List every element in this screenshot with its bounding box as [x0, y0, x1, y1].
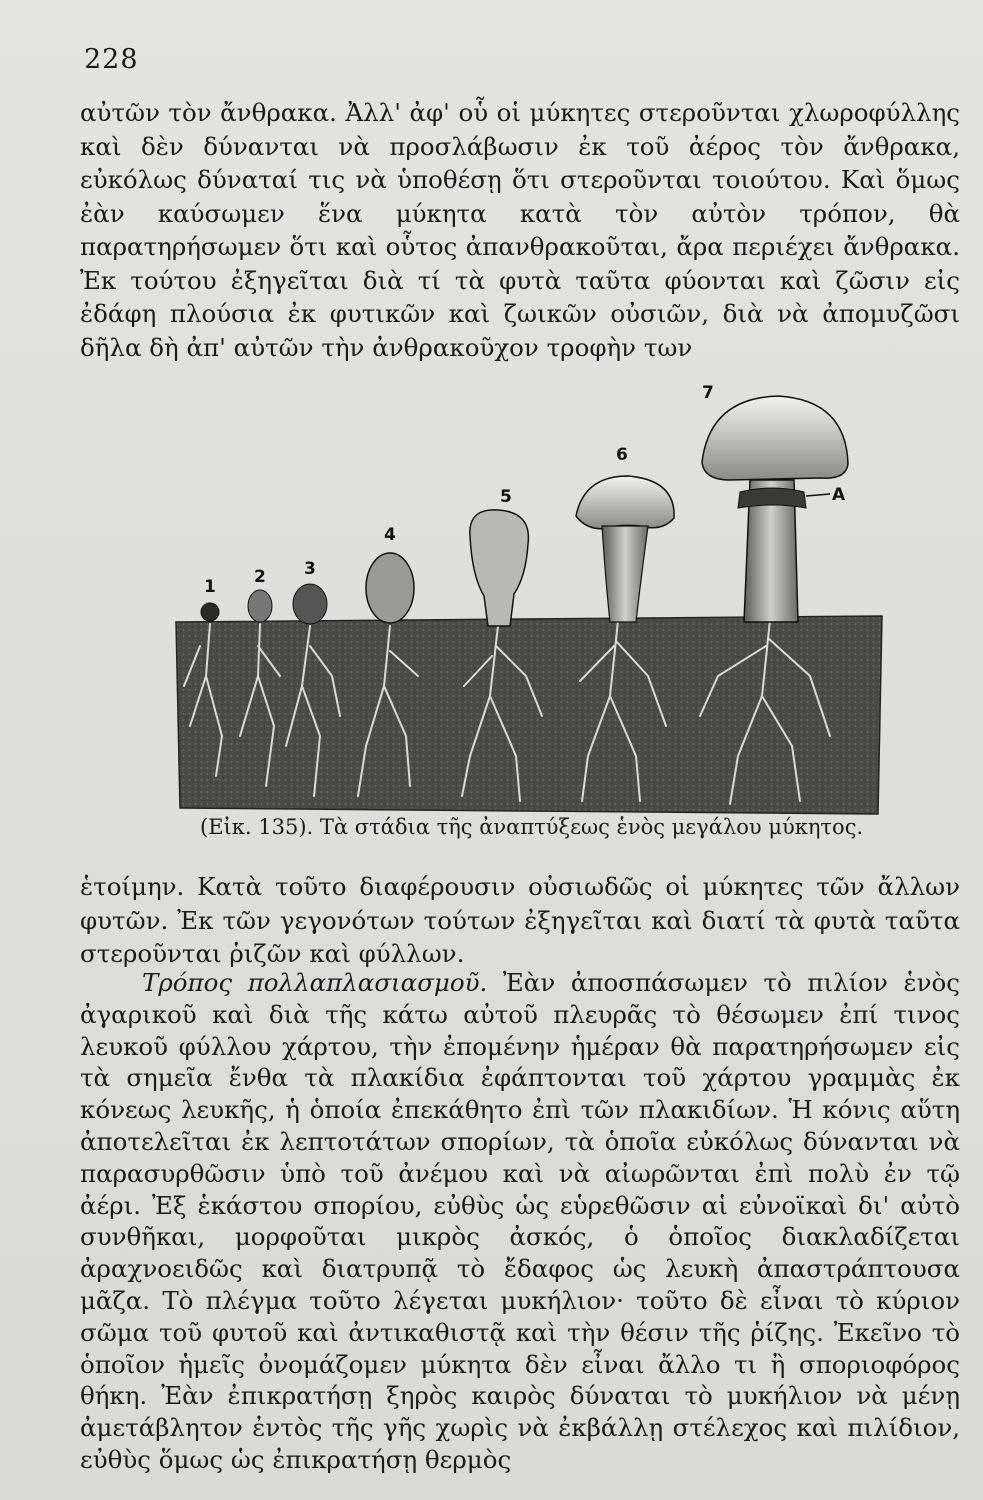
- stage-label-2: 2: [254, 567, 266, 587]
- stage-2-button: [248, 590, 272, 622]
- stage-label-1: 1: [204, 577, 216, 597]
- stage-label-3: 3: [304, 559, 316, 579]
- stage-5-mushroom: [470, 510, 529, 626]
- mushroom-stages-illustration: [170, 376, 890, 836]
- paragraph-bottom-text: Ἐὰν ἀποσπάσωμεν τὸ πιλίον ἑνὸς ἀγαρικοῦ καὶ διὰ τῆς κάτω αὐτοῦ πλευρᾶς τὸ θέσωμεν ἐπί τινος λευκοῦ φύλλου χάρτου, τὴν ἐπομένην ἡμέραν θὰ παρατηρήσωμεν εἰς τὰ σημεῖα ἔνθα τὰ πλακίδια ἐφάπτονται τοῦ χάρτου γραμμὰς ἐκ κόνεως λευκῆς, ἡ ὁποία ἐπεκάθητο ἐπὶ τῶν πλακιδίων. Ἡ κόνις αὕτη ἀποτελεῖται ἐκ λεπτοτάτων σπορίων, τὰ ὁποῖα εὐκόλως δύνανται νὰ παρασυρθῶσιν ὑπὸ τοῦ ἀνέμου καὶ νὰ αἰωρῶνται ἐπὶ πολὺ ἐν τῷ ἀέρι. Ἐξ ἑκάστου σπορίου, εὐθὺς ὡς εὑρεθῶσιν αἱ εὐνοϊκαὶ δι' αὐτὸ συνθῆκαι, μορφοῦται μικρὸς ἀσκός, ὁ ὁποῖος διακλαδίζεται ἀραχνοειδῶς καὶ διατρυπᾷ τὸ ἔδαφος ὡς λευκὴ ἀπαστράπτουσα μᾶζα. Τὸ πλέγμα τοῦτο λέγεται μυκήλιον· τοῦτο δὲ εἶναι τὸ κύριον σῶμα τοῦ φυτοῦ καὶ ἀντικαθιστᾷ καὶ τὴν θέσιν τῆς ῥίζης. Ἐκεῖνο τὸ ὁποῖον ἡμεῖς ὀνομάζομεν μύκητα δὲν εἶναι ἄλλο τι ἢ σποριοφόρος θήκη. Ἐὰν ἐπικρατήσῃ ξηρὸς καιρὸς δύναται τὸ μυκήλιον νὰ μένῃ ἀμετάβλητον ἐντὸς τῆς γῆς χωρὶς νὰ ἐκβάλλῃ στέλεχος καὶ πιλίδιον, εὐθὺς ὅμως ὡς ἐπικρατήσῃ θερμὸς: [80, 968, 961, 1474]
- stage-label-4: 4: [384, 525, 396, 545]
- section-title: Τρόπος πολλαπλασιασμοῦ.: [142, 968, 488, 997]
- stage-7-cap: [702, 396, 848, 480]
- ring-label: A: [832, 485, 846, 505]
- stage-label-7: 7: [702, 383, 714, 403]
- stage-6-stem: [602, 526, 648, 622]
- figure-caption: (Εἰκ. 135). Τὰ στάδια τῆς ἀναπτύξεως ἑνὸς μεγάλου μύκητος.: [200, 815, 864, 839]
- mushroom-stages-figure: [170, 376, 890, 836]
- stage-7-ring: [738, 488, 806, 508]
- page-number: 228: [84, 44, 139, 75]
- ring-pointer-line: [806, 494, 830, 496]
- stage-4-button: [366, 553, 414, 623]
- paragraph-bottom: [80, 967, 960, 1476]
- stage-1-button: [201, 603, 219, 621]
- stage-label-5: 5: [500, 487, 512, 507]
- paragraph-top: αὐτῶν τὸν ἄνθρακα. Ἀλλ' ἀφ' οὗ οἱ μύκητες στεροῦνται χλωροφύλλης καὶ δὲν δύνανται νὰ προσλάβωσιν ἐκ τοῦ ἀέρος τὸν ἄνθρακα, εὐκόλως δύναταί τις νὰ ὑποθέσῃ ὅτι στεροῦνται τοιούτου. Καὶ ὅμως ἐὰν καύσωμεν ἕνα μύκητα κατὰ τὸν αὐτὸν τρόπον, θὰ παρατηρήσωμεν ὅτι καὶ οὗτος ἀπανθρακοῦται, ἄρα περιέχει ἄνθρακα. Ἐκ τούτου ἐξηγεῖται διὰ τί τὰ φυτὰ ταῦτα φύονται καὶ ζῶσιν εἰς ἐδάφη πλούσια ἐκ φυτικῶν καὶ ζωικῶν οὐσιῶν, διὰ νὰ ἀπομυζῶσι δῆλα δὴ ἀπ' αὐτῶν τὴν ἀνθρακοῦχον τροφὴν των: [80, 98, 960, 362]
- stage-label-6: 6: [616, 445, 628, 465]
- stage-3-button: [293, 584, 327, 624]
- stage-6-cap: [576, 476, 674, 529]
- paragraph-middle: ἑτοίμην. Κατὰ τοῦτο διαφέρουσιν οὐσιωδῶς οἱ μύκητες τῶν ἄλλων φυτῶν. Ἐκ τῶν γεγονότων τούτων ἐξηγεῖται καὶ διατί τὰ φυτὰ ταῦτα στεροῦνται ῥιζῶν καὶ φύλλων.: [80, 872, 960, 968]
